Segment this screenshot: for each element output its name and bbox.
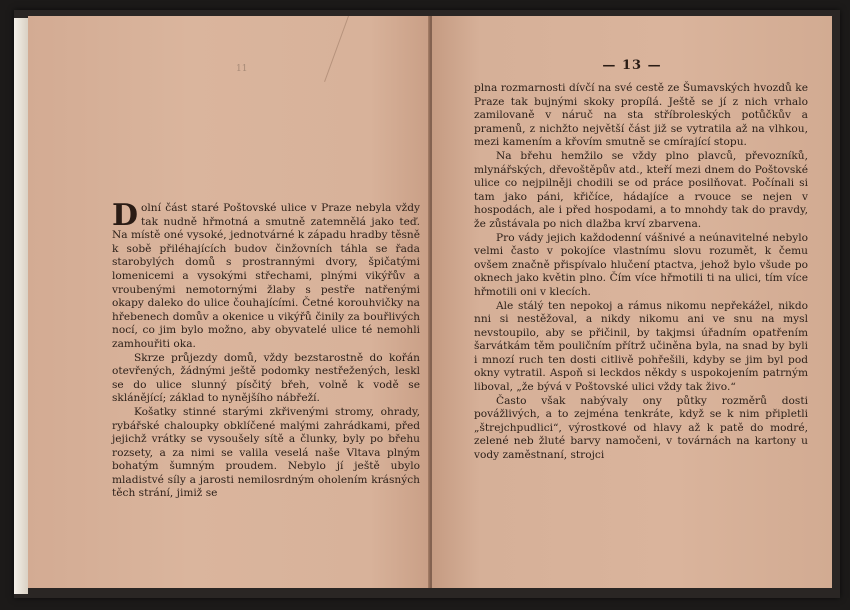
- paragraph: Na břehu hemžilo se vždy plno plavců, převozníků, mlynářských, dřevoštěpův atd., kteří mezi dnem do Poštovské ulice co nejpilněji chodili se od práce posilňovat. Počínali si tam jako páni, křičíce, hádajíce a rvouce se nejen v hospodách, ale i před hospodami, a to mnohdy tak do pravdy, že zůstávala po nich dlažba krví zbarvena.: [474, 149, 808, 230]
- right-page: [432, 16, 832, 588]
- page-number: — 13 —: [602, 58, 662, 73]
- paragraph: plna rozmarnosti dívčí na své cestě ze Šumavských hvozdů ke Praze tak bujnými skoky propílá. Ještě se jí z nich vrhalo zamilovaně v náruč na sta stříbroleských potůčkův a pramenů, z nichžto největší část již se vytratila až na vlhkou, mezi kamením a křovím smutně se cmírající stopu.: [474, 82, 808, 149]
- left-page: [28, 16, 430, 588]
- paragraph: Ale stálý ten nepokoj a rámus nikomu nepřekážel, nikdo nni si nestěžoval, a nikdy nikomu ani ve snu na mysl nevstoupilo, aby se přičinil, by takjmsi úřadním opatřením šarvátkám těm pouličním přítrž učiněna byla, na snad by byli i mnozí ruch ten dosti citlivě pohřešili, kdyby se jim byl pod okny vytratil. Aspoň si leckdos někdy s uspokojením patrným liboval, „že bývá v Poštovské ulici vždy tak živo.“: [474, 299, 808, 394]
- left-page-text: [112, 198, 420, 501]
- pencil-mark: 11: [236, 64, 248, 74]
- paper-crease: [324, 16, 349, 82]
- right-page-text: [474, 82, 808, 463]
- cover-edge: [14, 18, 28, 594]
- paragraph: Pro vády jejich každodenní vášnivé a neúnavitelné nebylo velmi často v pokojíce vlastnímu slovu rozumět, k čemu ovšem značně přispívalo hlučení ptactva, jehož bylo všude po oknech jako květin plno. Čím více hřmotili ti na ulici, tím více hřmotili oni v klecích.: [474, 231, 808, 298]
- paragraph: Často však nabývaly ony půtky rozměrů dosti povážlivých, a to zejména tenkráte, když se k nim připletli „štrejchpudlici“, výrostkové od hlavy až k patě do modré, zelené neb žluté barvy namočeni, v továrnách na kartony u vody zaměstnaní, strojci: [474, 394, 808, 462]
- drop-cap: D: [112, 198, 139, 233]
- paragraph: Dolní část staré Poštovské ulice v Praze nebyla vždy tak nudně hřmotná a smutně zatemnělá jako teď. Na místě oné vysoké, jednotvárné k západu hradby těsně k sobě přiléhajících budov činžovních táhla se řada starobylých domů s prostrannými dvory, špičatými lomenicemi a vysokými střechami, plnými vikýřův a vroubenými nemotornými žlaby s pestře natřenými okapy daleko do ulice čouhajícími. Četné korouhvičky na hřebenech domův a okenice u vikýřů činily za bouřlivých nocí, co jim bylo možno, aby obyvatelé ulice té nemohli zamhouřiti oka.: [112, 198, 420, 350]
- paragraph: Košatky stinné starými zkřivenými stromy, ohrady, rybářské chaloupky obklíčené malými zahrádkami, před jejichž vrátky se vysoušely sítě a člunky, byly po břehu rozsety, a za nimi se valila veselá naše Vltava plným bohatým šumným proudem. Nebylo jí ještě ubylo mladistvé síly a jarosti nemilosrdným oholením krásných těch strání, jimiž se: [112, 405, 420, 500]
- paragraph: Skrze průjezdy domů, vždy bezstarostně do kořán otevřených, žádnými ještě podomky nestřežených, leskl se do ulice slunný písčitý břeh, volně k vodě se sklánějící; základ to nynějšího nábřeží.: [112, 351, 420, 405]
